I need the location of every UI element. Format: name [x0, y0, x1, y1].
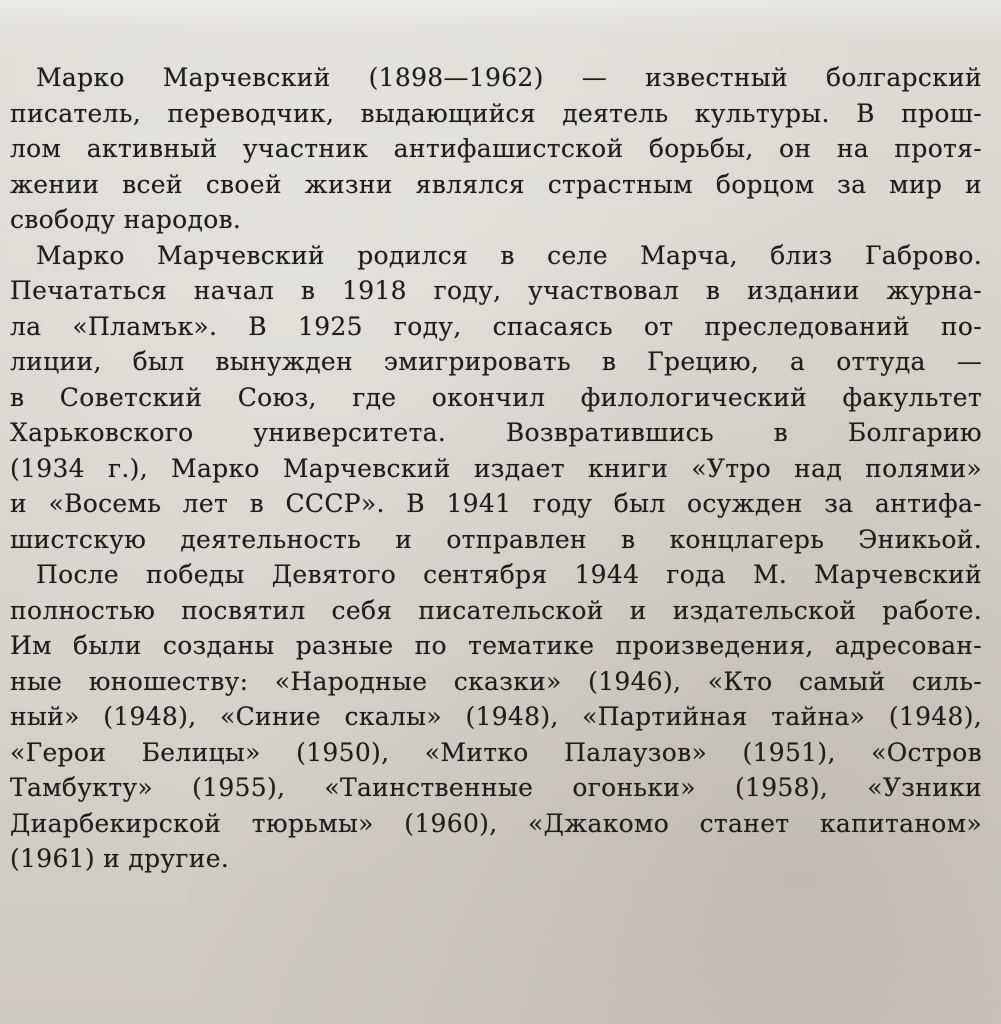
paragraph-intro: [10, 60, 982, 238]
text-line: свободу народов.: [10, 205, 242, 234]
text-line: полностью посвятил себя писательской и издательской работе.: [10, 595, 982, 625]
text-line: жении всей своей жизни являлся страстным борцом за мир и: [10, 169, 982, 199]
paragraph-biography: [10, 238, 982, 558]
text-line: Печататься начал в 1918 году, участвовал в издании журна-: [10, 276, 982, 305]
text-line: ный» (1948), «Синие скалы» (1948), «Партийная тайна» (1948),: [10, 702, 982, 731]
text-line: ные юношеству: «Народные сказки» (1946), «Кто самый силь-: [10, 666, 982, 696]
text-line: в Советский Союз, где окончил филологический факультет: [10, 382, 982, 412]
text-line: ла «Пламък». В 1925 году, спасаясь от преследований по-: [10, 311, 982, 341]
text-line: (1934 г.), Марко Марчевский издает книги «Утро над полями»: [10, 453, 982, 483]
text-line: После победы Девятого сентября 1944 года М. Марчевский: [36, 560, 982, 589]
text-line: и «Восемь лет в СССР». В 1941 году был осужден за антифа-: [10, 489, 982, 518]
text-line: Марко Марчевский родился в селе Марча, близ Габрово.: [36, 240, 982, 270]
text-line: лом активный участник антифашистской борьбы, он на протя-: [10, 134, 982, 163]
text-line: Харьковского университета. Возвратившись в Болгарию: [10, 418, 982, 447]
text-line: (1961) и другие.: [10, 844, 230, 873]
text-line: «Герои Белицы» (1950), «Митко Палаузов» (1951), «Остров: [10, 737, 982, 767]
text-line: Тамбукту» (1955), «Таинственные огоньки» (1958), «Узники: [10, 773, 982, 802]
text-line: Им были созданы разные по тематике произведения, адресован-: [10, 631, 982, 660]
paragraph-works: [10, 557, 982, 877]
biography-text: [10, 60, 982, 877]
text-line: лиции, был вынужден эмигрировать в Грецию, а оттуда —: [10, 347, 982, 376]
text-line: Марко Марчевский (1898—1962) — известный болгарский: [36, 63, 982, 92]
text-line: Диарбекирской тюрьмы» (1960), «Джакомо станет капитаном»: [10, 808, 982, 838]
text-line: писатель, переводчик, выдающийся деятель культуры. В прош-: [10, 98, 982, 128]
text-line: шистскую деятельность и отправлен в концлагерь Эникьой.: [10, 524, 982, 554]
